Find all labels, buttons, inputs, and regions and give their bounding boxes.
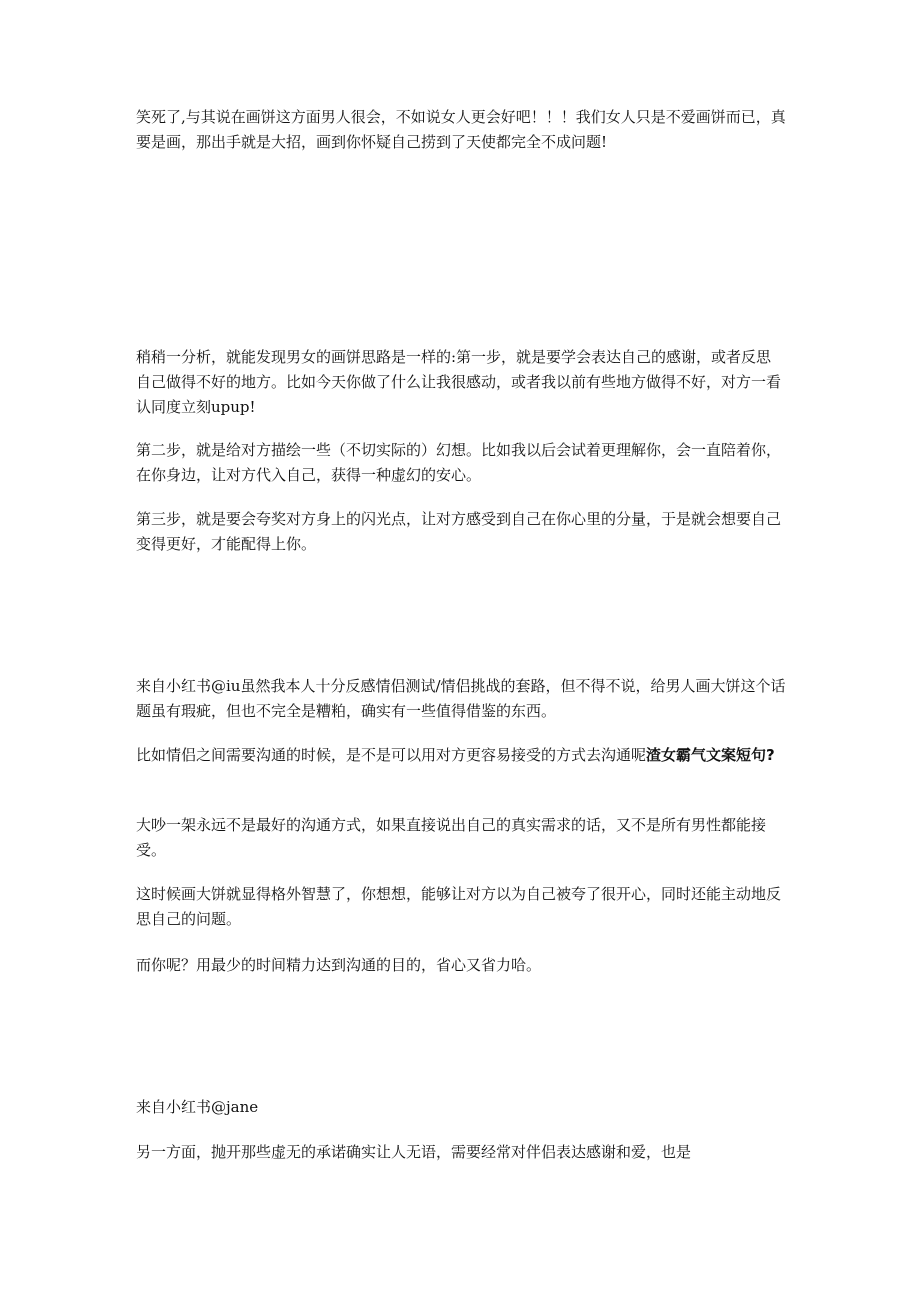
paragraph-3: 第二步，就是给对方描绘一些（不切实际的）幻想。比如我以后会试着更理解你，会一直陪着你，在你身边，让对方代入自己，获得一种虚幻的安心。 [136,441,782,484]
paragraph-7: 大吵一架永远不是最好的沟通方式，如果直接说出自己的真实需求的话，又不是所有男性都能接受。 [136,816,767,859]
paragraph-5: 来自小红书@iu虽然我本人十分反感情侣测试/情侣挑战的套路，但不得不说，给男人画大饼这个话题虽有瑕疵，但也不完全是糟粕，确实有一些值得借鉴的东西。 [136,677,786,720]
paragraph-10: 来自小红书@jane [136,1098,259,1116]
paragraph-9: 而你呢？用最少的时间精力达到沟通的目的，省心又省力哈。 [136,956,542,974]
paragraph-1: 笑死了,与其说在画饼这方面男人很会，不如说女人更会好吧！！！我们女人只是不爱画饼而已，真要是画，那出手就是大招，画到你怀疑自己捞到了天使都完全不成问题! [136,108,786,151]
paragraph-8: 这时候画大饼就显得格外智慧了，你想想，能够让对方以为自己被夸了很开心，同时还能主动地反思自己的问题。 [136,885,782,928]
paragraph-4: 第三步，就是要会夸奖对方身上的闪光点，让对方感受到自己在你心里的分量，于是就会想要自己变得更好，才能配得上你。 [136,510,782,553]
bold-keyword-phrase: 渣女霸气文案短句? [646,746,775,764]
paragraph-6-text: 比如情侣之间需要沟通的时候，是不是可以用对方更容易接受的方式去沟通呢 [136,746,647,764]
paragraph-2: 稍稍一分析，就能发现男女的画饼思路是一样的:第一步，就是要学会表达自己的感谢，或者反思自己做得不好的地方。比如今天你做了什么让我很感动，或者我以前有些地方做得不好，对方一看认同度立刻upup! [136,348,782,416]
paragraph-11: 另一方面，抛开那些虚无的承诺确实让人无语，需要经常对伴侣表达感谢和爱，也是 [136,1143,692,1161]
paragraph-6 [136,743,786,768]
